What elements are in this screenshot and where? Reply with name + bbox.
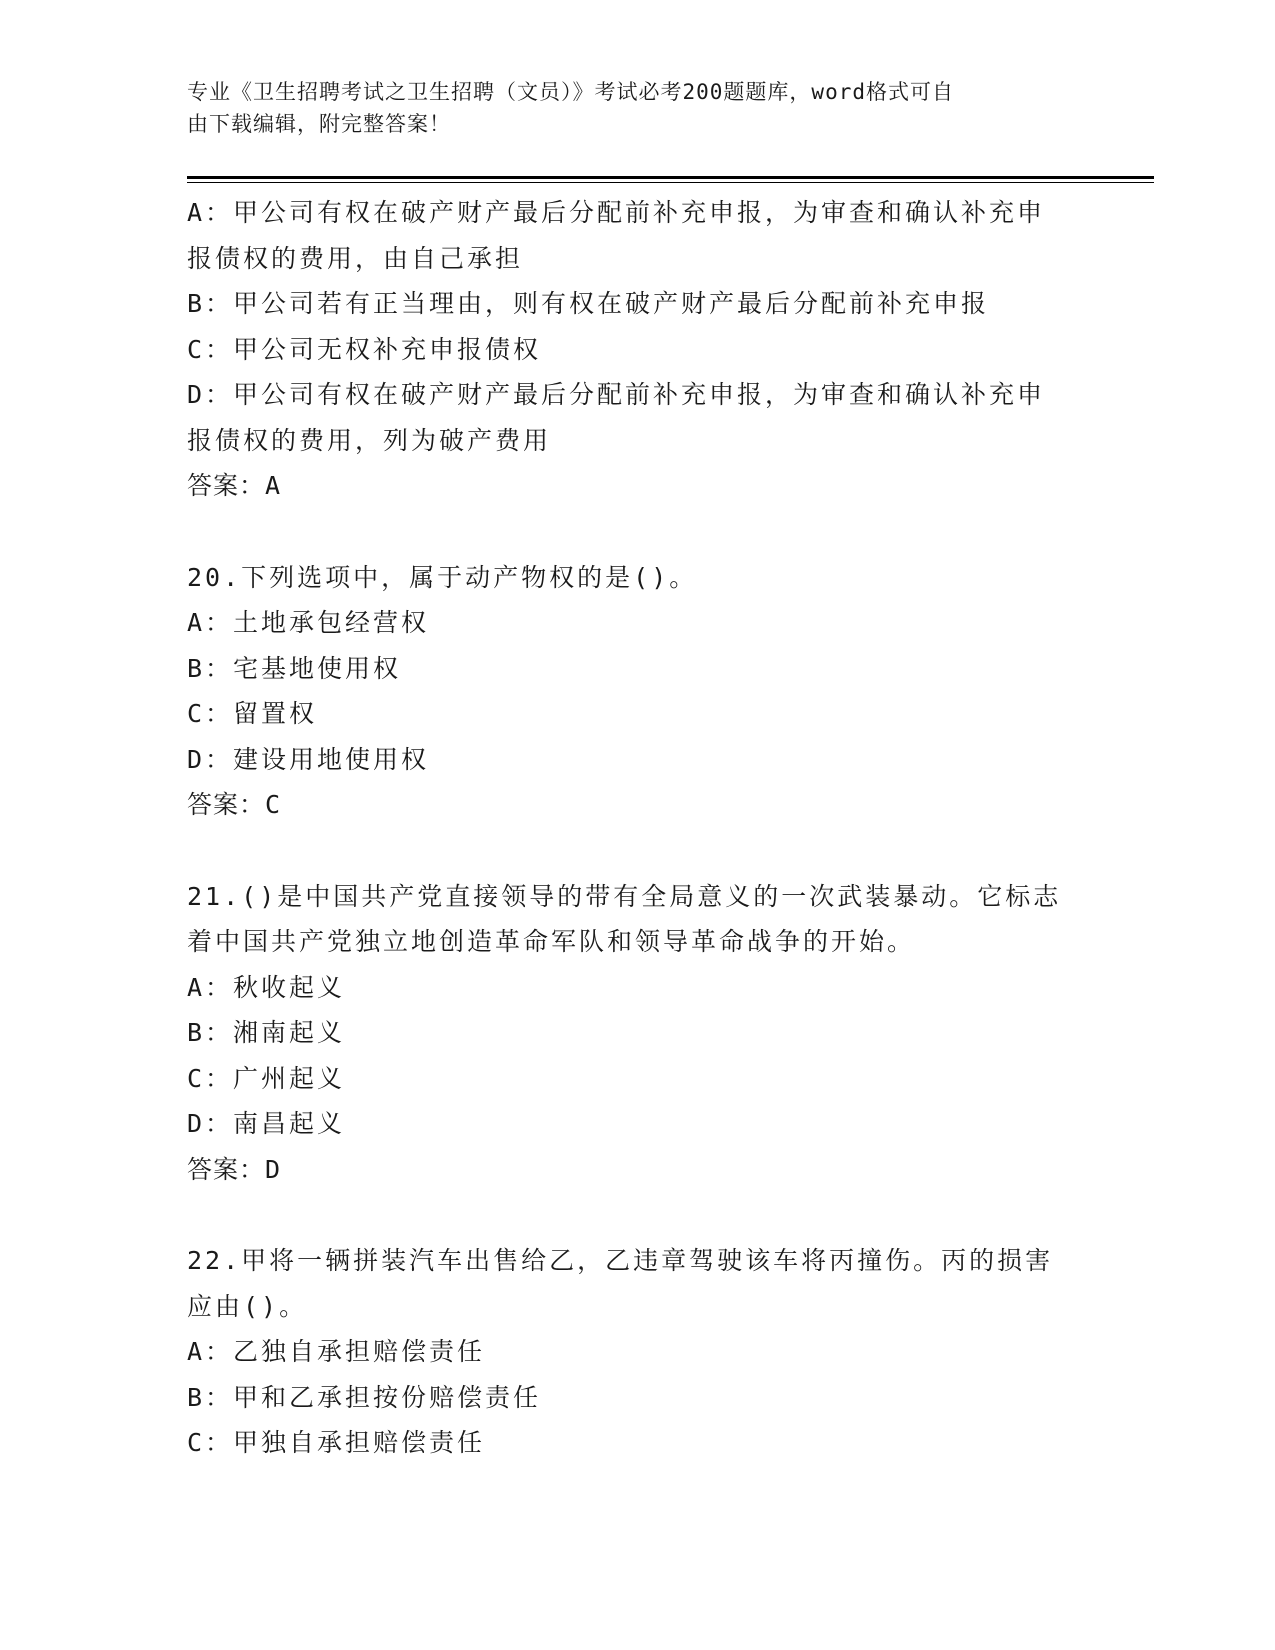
header-rule-thick (187, 176, 1154, 179)
option-d: D：南昌起义 (187, 1109, 346, 1138)
header-rule-thin (187, 182, 1154, 183)
spacer (187, 1192, 1087, 1238)
option-c: C：甲公司无权补充申报债权 (187, 334, 542, 364)
option-d-line-2: 报债权的费用，列为破产费用 (187, 425, 552, 455)
option-b: B：湘南起义 (187, 1018, 346, 1047)
spacer (187, 828, 1087, 874)
question-content (187, 190, 1087, 1466)
answer: 答案：C (187, 790, 282, 819)
option-d-line-1: D：甲公司有权在破产财产最后分配前补充申报，为审查和确认补充申 (187, 380, 1046, 409)
option-a: A：乙独自承担赔偿责任 (187, 1337, 486, 1366)
spacer (187, 509, 1087, 555)
answer: 答案：A (187, 471, 282, 500)
option-b: B：甲公司若有正当理由，则有权在破产财产最后分配前补充申报 (187, 289, 990, 318)
header-line-2: 由下载编辑，附完整答案！ (187, 112, 451, 136)
option-b: B：宅基地使用权 (187, 653, 402, 683)
answer: 答案：D (187, 1154, 282, 1184)
question-stem-line-2: 着中国共产党独立地创造革命军队和领导革命战争的开始。 (187, 927, 916, 956)
option-a: A：土地承包经营权 (187, 608, 430, 637)
option-c: C：甲独自承担赔偿责任 (187, 1428, 486, 1457)
question-21 (187, 874, 1087, 1193)
question-stem: 20.下列选项中，属于动产物权的是()。 (187, 562, 698, 592)
question-20 (187, 555, 1087, 828)
option-a-line-1: A：甲公司有权在破产财产最后分配前补充申报，为审查和确认补充申 (187, 198, 1046, 227)
question-22 (187, 1238, 1087, 1466)
option-a-line-2: 报债权的费用，由自己承担 (187, 243, 524, 273)
option-a: A：秋收起义 (187, 972, 346, 1002)
option-b: B：甲和乙承担按份赔偿责任 (187, 1382, 542, 1412)
question-stem-line-2: 应由()。 (187, 1291, 308, 1321)
document-header (187, 76, 1067, 140)
header-line-1: 专业《卫生招聘考试之卫生招聘（文员）》考试必考200题题库，word格式可自 (187, 80, 954, 104)
question-stem-line-1: 22.甲将一辆拼装汽车出售给乙，乙违章驾驶该车将丙撞伤。丙的损害 (187, 1246, 1054, 1275)
option-d: D：建设用地使用权 (187, 744, 430, 774)
option-c: C：留置权 (187, 699, 318, 728)
option-c: C：广州起义 (187, 1063, 346, 1093)
question-19-continued (187, 190, 1087, 509)
question-stem-line-1: 21.()是中国共产党直接领导的带有全局意义的一次武装暴动。它标志 (187, 881, 1062, 911)
